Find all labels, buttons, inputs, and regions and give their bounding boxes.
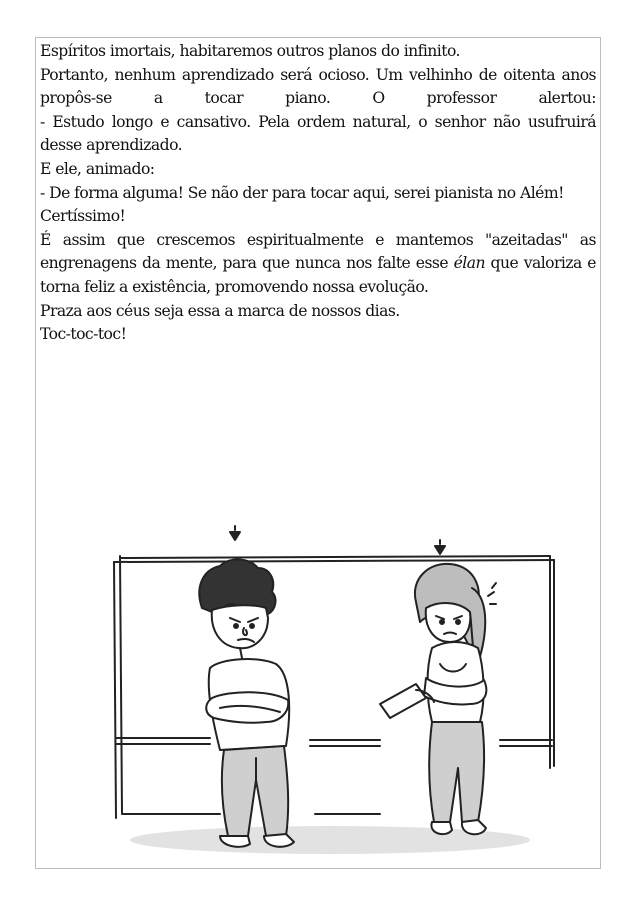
paragraph-2: Portanto, nenhum aprendizado será ocioso. Um velhinho de oitenta anos propôs-se a tocar piano. O professor alertou: [40,65,596,108]
cartoon-illustration [80,518,560,868]
paragraph-4: E ele, animado: [40,159,155,178]
paragraph-9: Toc-toc-toc! [40,325,127,344]
paragraph-6: Certíssimo! [40,207,126,226]
boy-figure [199,526,294,847]
text-body [40,40,596,347]
paragraph-5: - De forma alguma! Se não der para tocar aqui, serei pianista no Além! [40,183,564,202]
emphasis-elan: élan [453,254,485,273]
paragraph-1: Espíritos imortais, habitaremos outros planos do infinito. [40,42,460,60]
paragraph-7: É assim que crescemos espiritualmente e mantemos "azeitadas" as engrenagens da mente, para que nunca nos falte esse élan que valoriza e torna feliz a existência, promovendo nossa evolução. [40,230,596,296]
page-frame [35,37,601,869]
girl-figure [380,540,496,834]
paragraph-3: - Estudo longo e cansativo. Pela ordem natural, o senhor não usufruirá desse aprendizado. [40,112,596,155]
paragraph-8: Praza aos céus seja essa a marca de nossos dias. [40,301,400,320]
